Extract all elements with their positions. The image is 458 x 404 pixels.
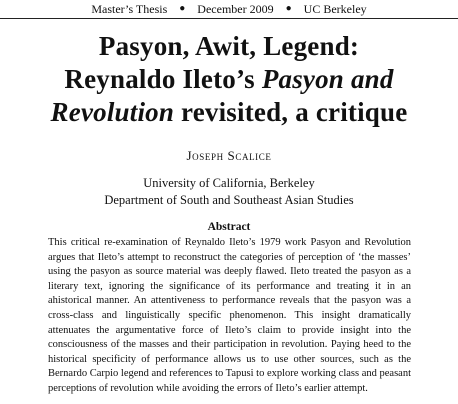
author-name: Joseph Scalice: [186, 148, 272, 163]
header-separator-dot: ●: [179, 3, 186, 14]
title-line-2-prefix: Reynaldo Ileto’s: [64, 64, 262, 94]
header-date: December 2009: [197, 2, 274, 16]
title-line-1: Pasyon, Awit, Legend:: [98, 31, 360, 61]
paper-title: [0, 30, 458, 129]
abstract-text: This critical re-examination of Reynaldo Ileto’s 1979 work Pasyon and Revolution argues that Ileto’s attempt to reconstruct the categories of perception of ‘the masses’ using the pasyon as source material was deeply flawed. Ileto treated the pasyon as a literary text, ignoring the significance of its performance and treating it in an ahistorical manner. An attentiveness to performance reveals that the pasyon was a cross-class and linguistically specific phenomenon. This insight dramatically attenuates the argumentative force of Ileto’s claim to provide insight into the consciousness of the masses and their participation in revolution. Paying heed to the historical specificity of performance allows us to use other sources, such as the Bernardo Carpio legend and references to Tapusi to explore working class and peasant perceptions of revolution while avoiding the errors of Ileto’s earlier attempt.: [48, 237, 411, 394]
affiliation-department: Department of South and Southeast Asian Studies: [104, 193, 354, 207]
affiliation-university: University of California, Berkeley: [143, 176, 315, 190]
title-line-3-suffix: revisited, a critique: [174, 97, 408, 127]
header-separator-dot: ●: [285, 3, 292, 14]
abstract-heading: Abstract: [207, 221, 251, 233]
title-line-2-emphasis: Pasyon and: [261, 64, 394, 94]
header-institution: UC Berkeley: [303, 2, 367, 16]
running-header: [0, 0, 458, 19]
title-line-3-emphasis: Revolution: [50, 97, 175, 127]
header-doc-type: Master’s Thesis: [91, 2, 168, 16]
